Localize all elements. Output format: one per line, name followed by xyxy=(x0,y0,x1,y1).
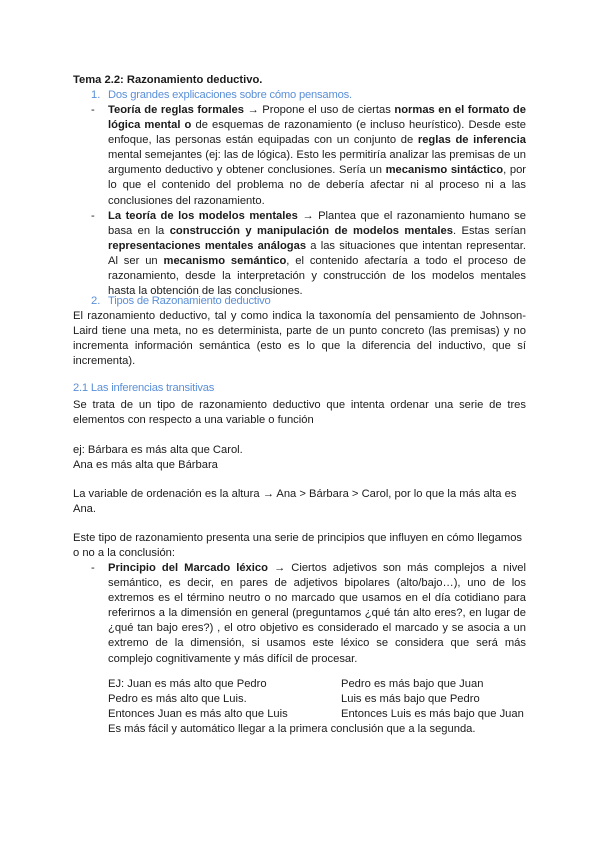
lexical-marking-paragraph: Principio del Marcado léxico → Ciertos adjetivos son más complejos a nivel semántico, es decir, en pares de adjetivos bipolares (alto/bajo…), uno de los extremos es el término neutro o no marcado que usamos en el día cotidiano para referirnos a la dimensión en general (preguntamos ¿qué tán alto eres?, en lugar de ¿qué tan bajo eres?) , el otro objetivo es considerado el marcado y se asocia a un extremo de la dimensión, si usamos este léxico se considera que será más complejo cognitivamente y más difícil de procesar. xyxy=(108,562,527,665)
variable-paragraph: La variable de ordenación es la altura → Ana > Bárbara > Carol, por lo que la más alta es Ana. xyxy=(73,488,517,516)
bold-term: Principio del Marcado léxico xyxy=(108,562,268,574)
bullet-dash: - xyxy=(91,562,95,574)
bold-term: normas en el formato de lógica mental o xyxy=(108,104,526,132)
bullet-dash: - xyxy=(91,210,95,222)
theory-mental-models-paragraph: La teoría de los modelos mentales → Plantea que el razonamiento humano se basa en la construcción y manipulación de modelos mentales. Estas serían representaciones mentales análogas a las situaciones que intentan representar. Al ser un mecanismo semántico, el contenido afectaría a todo el proceso de razonamiento, desde la interpretación y construcción de los modelos mentales hasta la obtención de las conclusiones. xyxy=(108,210,526,298)
bold-term: La teoría de los modelos mentales xyxy=(108,210,298,222)
example-conclusion: Es más fácil y automático llegar a la primera conclusión que a la segunda. xyxy=(108,723,476,735)
section-2-number: 2. xyxy=(91,295,101,307)
bold-term: Teoría de reglas formales xyxy=(108,104,244,116)
bold-term: mecanismo semántico xyxy=(163,255,287,268)
bullet-dash: - xyxy=(91,104,95,116)
example-left-column xyxy=(108,677,288,722)
bold-term: mecanismo sintáctico xyxy=(385,164,504,177)
section-2-heading: Tipos de Razonamiento deductivo xyxy=(108,295,271,307)
example-line-1: ej: Bárbara es más alta que Carol. xyxy=(73,444,243,456)
example-right-line: Pedro es más bajo que Juan xyxy=(341,678,484,690)
example-right-line: Luis es más bajo que Pedro xyxy=(341,693,480,706)
example-left-line: EJ: Juan es más alto que Pedro xyxy=(108,678,267,690)
page-title: Tema 2.2: Razonamiento deductivo. xyxy=(73,74,263,86)
example-left-line: Entonces Juan es más alto que Luis xyxy=(108,708,288,721)
principles-intro-paragraph: Este tipo de razonamiento presenta una serie de principios que influyen en cómo llegamos o no a la conclusión: xyxy=(73,532,523,560)
bold-term: representaciones mentales análogas xyxy=(108,240,307,253)
example-right-column xyxy=(341,677,524,722)
bold-term: construcción y manipulación de modelos mentales xyxy=(169,225,453,238)
section-2-1-heading: 2.1 Las inferencias transitivas xyxy=(73,382,215,394)
theory-formal-rules-paragraph: Teoría de reglas formales → Propone el uso de ciertas normas en el formato de lógica mental o de esquemas de razonamiento (e incluso heurístico). Desde este enfoque, las personas están equipadas con un conjunto de reglas de inferencia mental semejantes (ej: las de lógica). Esto les permitiría analizar las premisas de un argumento deductivo y obtener conclusiones. Sería un mecanismo sintáctico, por lo que el contenido del problema no de debería afectar ni al proceso ni a las conclusiones del razonamiento. xyxy=(108,104,527,207)
example-left-line: Pedro es más alto que Luis. xyxy=(108,693,247,706)
example-line-2: Ana es más alta que Bárbara xyxy=(73,459,218,471)
section-1-number: 1. xyxy=(91,89,101,101)
section-1-heading: Dos grandes explicaciones sobre cómo pensamos. xyxy=(108,89,352,101)
section-2-paragraph: El razonamiento deductivo, tal y como indica la taxonomía del pensamiento de Johnson-Laird tiene una meta, no es determinista, parte de un punto concreto (las premisas) y no incrementa información semántica (esto es lo que la diferencia del inductivo, que sí incrementa). xyxy=(73,310,526,368)
bold-term: reglas de inferencia xyxy=(417,134,526,147)
transitive-intro-paragraph: Se trata de un tipo de razonamiento deductivo que intenta ordenar una serie de tres elementos con respecto a una variable o función xyxy=(73,399,526,427)
example-right-line: Entonces Luis es más bajo que Juan xyxy=(341,708,524,721)
